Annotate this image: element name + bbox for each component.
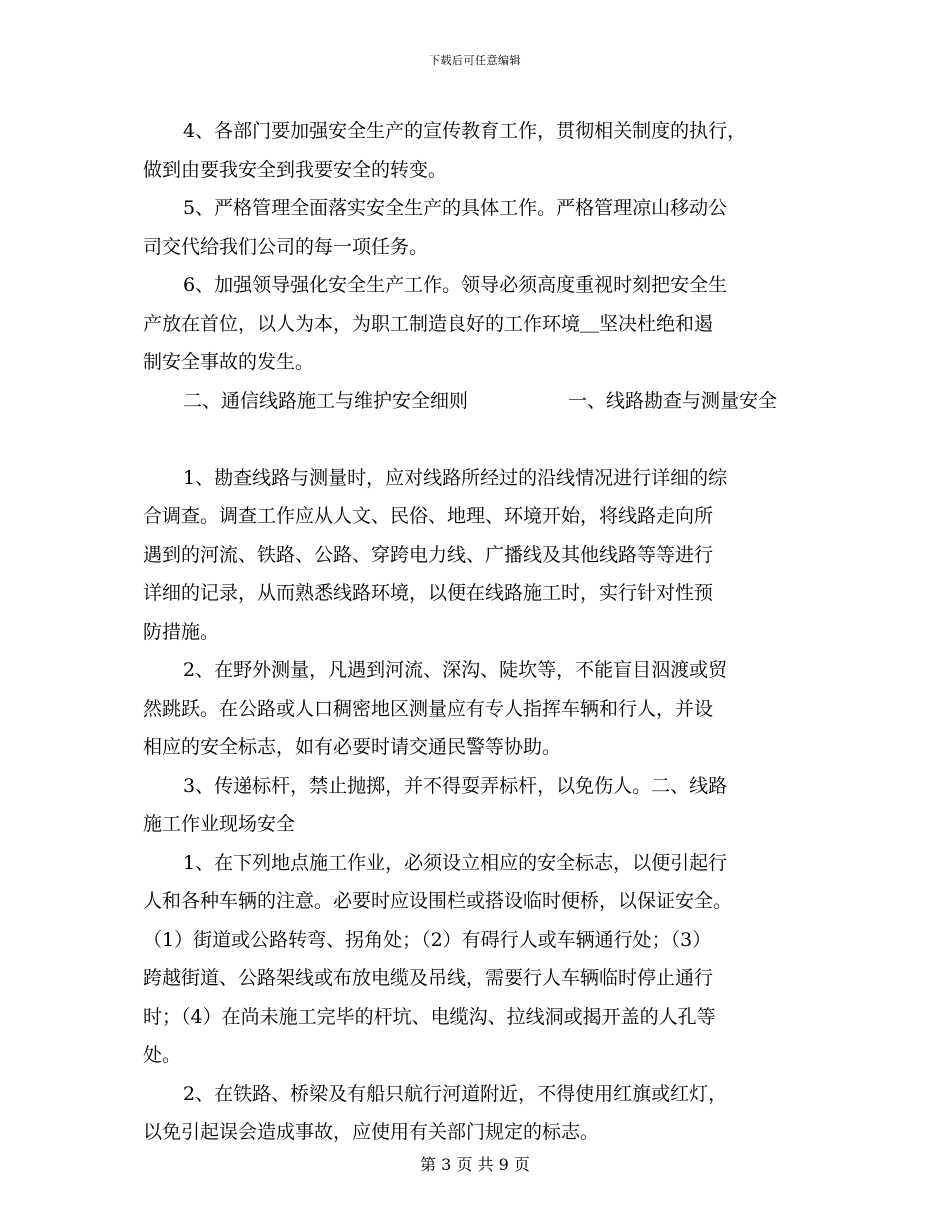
text-line: 跨越街道、公路架线或布放电缆及吊线，需要行人车辆临时停止通行 bbox=[143, 967, 714, 989]
text-line: 1、在下列地点施工作业，必须设立相应的安全标志，以便引起行 bbox=[183, 851, 728, 874]
text-line: 5、严格管理全面落实安全生产的具体工作。严格管理凉山移动公 bbox=[183, 197, 728, 219]
text-line: 然跳跃。在公路或人口稠密地区测量应有专人指挥车辆和行人，并设 bbox=[143, 697, 714, 720]
text-line: 1、勘查线路与测量时，应对线路所经过的沿线情况进行详细的综 bbox=[183, 466, 728, 489]
document-body bbox=[143, 112, 813, 1152]
text-line: 以免引起误会造成事故，应使用有关部门规定的标志。 bbox=[143, 1121, 600, 1143]
text-line: 2、在野外测量，凡遇到河流、深沟、陡坎等，不能盲目泅渡或贸 bbox=[183, 659, 728, 681]
text-line: 处。 bbox=[143, 1044, 182, 1066]
subsection-heading: 一、线路勘查与测量安全 bbox=[568, 389, 778, 412]
section-heading-line bbox=[143, 382, 813, 421]
text-line: 施工作业现场安全 bbox=[143, 813, 296, 835]
text-line: 遇到的河流、铁路、公路、穿跨电力线、广播线及其他线路等等进行 bbox=[143, 543, 714, 566]
text-line: 制安全事故的发生。 bbox=[143, 351, 315, 373]
text-line: 产放在首位，以人为本，为职工制造良好的工作环境＿坚决杜绝和遏 bbox=[143, 312, 714, 335]
text-line: 做到由要我安全到我要安全的转变。 bbox=[143, 158, 448, 181]
text-line: 6、加强领导强化安全生产工作。领导必须高度重视时刻把安全生 bbox=[183, 274, 728, 296]
section-heading: 二、通信线路施工与维护安全细则 bbox=[183, 389, 469, 412]
page-footer: 第 3 页 共 9 页 bbox=[420, 1155, 530, 1174]
text-line: 司交代给我们公司的每一项任务。 bbox=[143, 235, 429, 258]
blank-line bbox=[143, 420, 813, 459]
text-line: 人和各种车辆的注意。必要时应设围栏或搭设临时便桥，以保证安全。 bbox=[143, 890, 733, 912]
header-note: 下载后可任意编辑 bbox=[429, 54, 521, 67]
text-line: 详细的记录，从而熟悉线路环境，以便在线路施工时，实行针对性预 bbox=[143, 582, 714, 604]
text-line: （1）街道或公路转弯、拐角处；（2）有碍行人或车辆通行处；（3） bbox=[143, 928, 712, 951]
text-line: 防措施。 bbox=[143, 620, 220, 643]
text-line: 4、各部门要加强安全生产的宣传教育工作，贯彻相关制度的执行， bbox=[183, 120, 747, 142]
text-line: 相应的安全标志，如有必要时请交通民警等协助。 bbox=[143, 736, 562, 758]
text-line: 2、在铁路、桥梁及有船只航行河道附近，不得使用红旗或红灯， bbox=[183, 1082, 728, 1105]
text-line: 合调查。调查工作应从人文、民俗、地理、环境开始，将线路走向所 bbox=[143, 505, 714, 527]
text-line: 时；（4）在尚未施工完毕的杆坑、电缆沟、拉线洞或揭开盖的人孔等 bbox=[143, 1005, 716, 1028]
text-line: 3、传递标杆，禁止抛掷，并不得耍弄标杆，以免伤人。二、线路 bbox=[183, 774, 728, 797]
